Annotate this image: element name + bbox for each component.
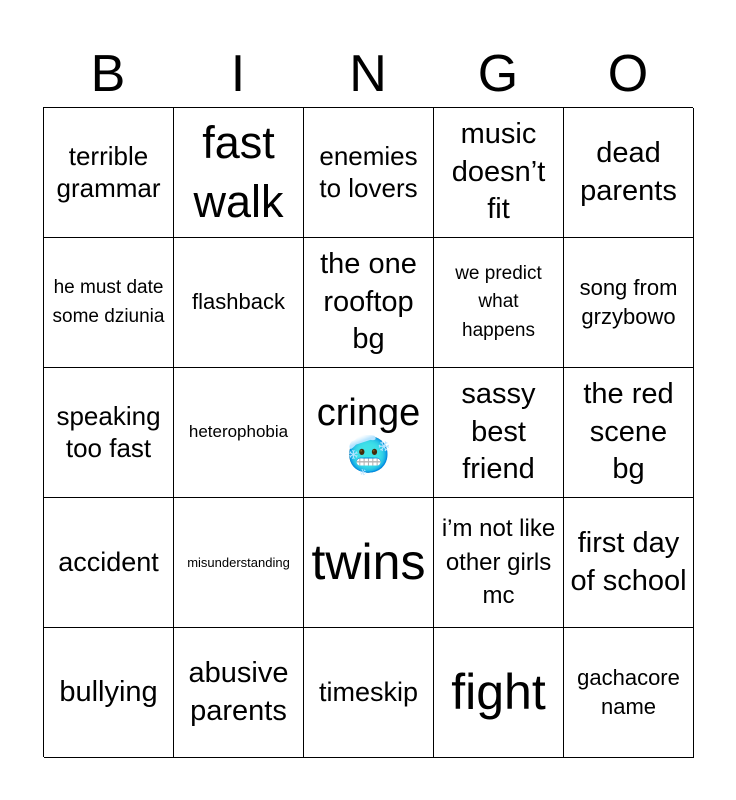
bingo-cell-r4c4[interactable] (434, 498, 564, 628)
cell-label: i’m not like other girls mc (441, 515, 556, 610)
cell-label: fast walk (193, 117, 284, 227)
bingo-cell-r3c1[interactable] (44, 368, 174, 498)
bingo-cell-r3c4[interactable] (434, 368, 564, 498)
cell-label: bullying (59, 675, 158, 708)
cell-label: accident (58, 547, 159, 578)
cell-label: timeskip (318, 677, 419, 708)
cell-label: the red scene bg (583, 377, 674, 486)
cell-label: flashback (192, 289, 285, 315)
bingo-cell-r2c3[interactable] (304, 238, 434, 368)
cell-label: fight (451, 664, 546, 720)
bingo-cell-r1c2[interactable] (174, 108, 304, 238)
bingo-cell-r5c2[interactable] (174, 628, 304, 758)
bingo-cell-r3c5[interactable] (564, 368, 694, 498)
cell-label: sassy best friend (461, 377, 536, 486)
header-letter-g: G (477, 45, 519, 103)
cell-label: song from grzybowo (579, 274, 678, 329)
bingo-cell-r4c3[interactable] (304, 498, 434, 628)
bingo-cell-r4c1[interactable] (44, 498, 174, 628)
bingo-cell-r2c1[interactable] (44, 238, 174, 368)
bingo-cell-r5c5[interactable] (564, 628, 694, 758)
cell-label: first day of school (570, 526, 687, 597)
cell-label: dead parents (580, 136, 677, 207)
bingo-cell-r1c4[interactable] (434, 108, 564, 238)
header-letter-b: B (90, 45, 126, 103)
bingo-cell-r5c1[interactable] (44, 628, 174, 758)
cell-label: enemies to lovers (319, 141, 418, 203)
cell-label: gachacore name (577, 664, 680, 719)
bingo-cell-r1c5[interactable] (564, 108, 694, 238)
cell-label: speaking too fast (56, 401, 161, 463)
cell-label: he must date some dziunia (52, 277, 165, 327)
cell-label: the one rooftop bg (320, 247, 417, 356)
header-letter-o: O (607, 45, 649, 103)
bingo-cell-r3c2[interactable] (174, 368, 304, 498)
header-letter-n: N (349, 45, 387, 103)
cell-label: cringe (316, 391, 421, 434)
cold-face-emoji-icon: 🥶 (346, 434, 391, 476)
bingo-cell-r3c3[interactable] (304, 368, 434, 498)
cell-label: music doesn’t fit (451, 117, 546, 226)
bingo-board (43, 107, 693, 757)
cell-label: we predict what happens (455, 262, 542, 341)
bingo-cell-r2c2[interactable] (174, 238, 304, 368)
bingo-header (43, 44, 693, 104)
cell-label: misunderstanding (187, 554, 290, 570)
bingo-cell-r2c4[interactable] (434, 238, 564, 368)
cell-label: terrible grammar (56, 141, 161, 203)
bingo-cell-r1c1[interactable] (44, 108, 174, 238)
header-letter-i: I (230, 45, 246, 103)
bingo-cell-r4c5[interactable] (564, 498, 694, 628)
bingo-cell-r1c3[interactable] (304, 108, 434, 238)
cell-label: abusive parents (188, 656, 289, 727)
bingo-cell-r4c2[interactable] (174, 498, 304, 628)
cell-label: twins (311, 534, 426, 590)
cell-label: heterophobia (188, 422, 289, 442)
bingo-cell-r5c4[interactable] (434, 628, 564, 758)
bingo-cell-r5c3[interactable] (304, 628, 434, 758)
bingo-cell-r2c5[interactable] (564, 238, 694, 368)
